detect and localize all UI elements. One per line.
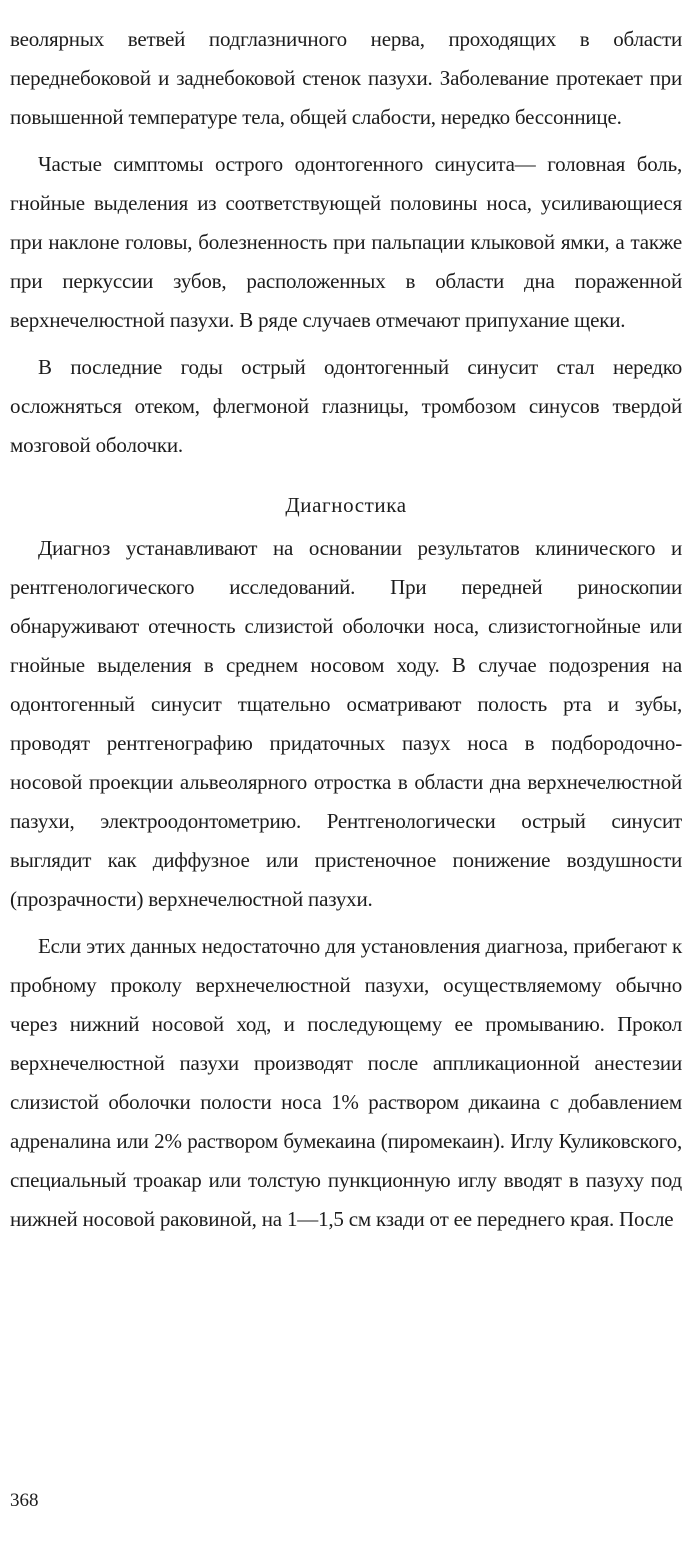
paragraph-symptoms: Частые симптомы острого одонтогенного синусита— головная боль, гнойные выделения из соответствующей половины носа, усиливающиеся при наклоне головы, болезненность при пальпации клыковой ямки, а также при перкуссии зубов, расположенных в области дна пораженной верхнечелюстной пазухи. В ряде случаев отмечают припухание щеки. [10, 152, 682, 332]
paragraph-complications: В последние годы острый одонтогенный синусит стал нередко осложняться отеком, флегмоной глазницы, тромбозом синусов твердой мозговой оболочки. [10, 355, 682, 457]
paragraph-puncture: Если этих данных недостаточно для установления диагноза, прибегают к пробному проколу верхнечелюстной пазухи, осуществляемому обычно через нижний носовой ход, и последующему ее промыванию. Прокол верхнечелюстной пазухи производят после аппликационной анестезии слизистой оболочки полости носа 1% раствором дикаина с добавлением адреналина или 2% раствором бумекаина (пиромекаин). Иглу Куликовского, специальный троакар или толстую пункционную иглу вводят в пазуху под нижней носовой раковиной, на 1—1,5 см кзади от ее переднего края. После [10, 934, 682, 1231]
section-heading: Диагностика [285, 493, 407, 517]
paragraph-continuation: веолярных ветвей подглазничного нерва, проходящих в области переднебоковой и заднебоковой стенок пазухи. Заболевание протекает при повышенной температуре тела, общей слабости, нередко бессоннице. [10, 27, 682, 129]
page-body [10, 20, 682, 1239]
paragraph-diagnosis: Диагноз устанавливают на основании результатов клинического и рентгенологического исследований. При передней риноскопии обнаруживают отечность слизистой оболочки носа, слизистогнойные или гнойные выделения в среднем носовом ходу. В случае подозрения на одонтогенный синусит тщательно осматривают полость рта и зубы, проводят рентгенографию придаточных пазух носа в подбородочно-носовой проекции альвеолярного отростка в области дна верхнечелюстной пазухи, электроодонтометрию. Рентгенологически острый синусит выглядит как диффузное или пристеночное понижение воздушности (прозрачности) верхнечелюстной пазухи. [10, 536, 682, 911]
page-number: 368 [10, 1490, 39, 1511]
